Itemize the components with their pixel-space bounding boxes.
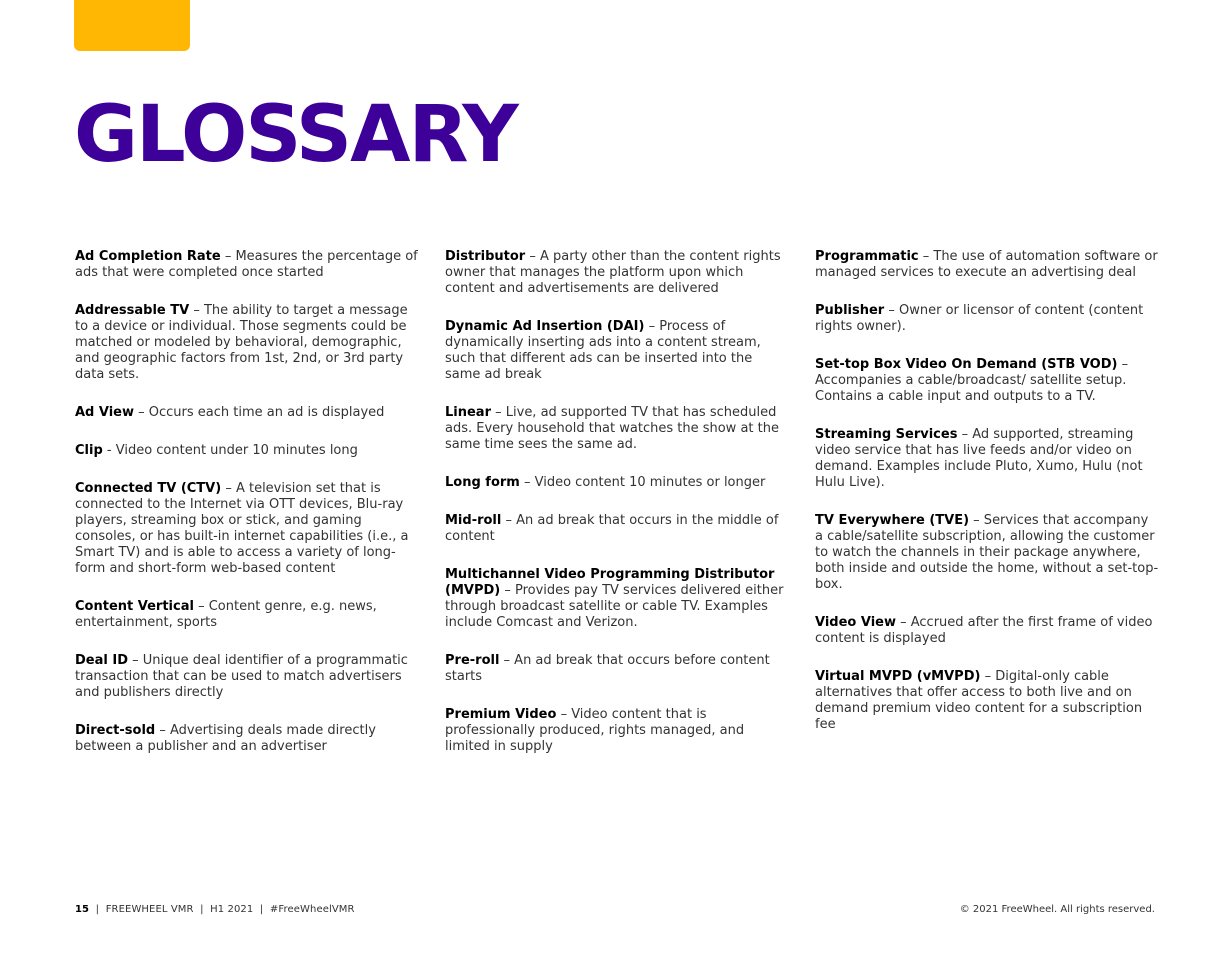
glossary-term: Mid-roll — [445, 513, 502, 528]
glossary-definition: – Live, ad supported TV that has scheduled ads. Every household that watches the show at the same time sees the same ad. — [445, 405, 779, 452]
glossary-term: Ad Completion Rate — [75, 249, 221, 264]
glossary-term: Addressable TV — [75, 303, 190, 318]
glossary-entry — [815, 303, 1160, 335]
glossary-entry — [75, 599, 420, 631]
glossary-definition: – Owner or licensor of content (content rights owner). — [815, 303, 1144, 334]
glossary-term: Content Vertical — [75, 599, 194, 614]
glossary-entry — [815, 427, 1160, 491]
glossary-entry — [445, 319, 790, 383]
glossary-term: Dynamic Ad Insertion (DAI) — [445, 319, 645, 334]
glossary-entry — [75, 249, 420, 281]
glossary-term: Connected TV (CTV) — [75, 481, 222, 496]
glossary-term: Deal ID — [75, 653, 128, 668]
glossary-entry — [75, 723, 420, 755]
glossary-entry — [75, 481, 420, 577]
glossary-entry — [445, 249, 790, 297]
glossary-term: Video View — [815, 615, 896, 630]
glossary-definition: – Video content 10 minutes or longer — [519, 475, 766, 490]
glossary-entry — [445, 567, 790, 631]
glossary-term: Direct-sold — [75, 723, 156, 738]
glossary-entry — [815, 249, 1160, 281]
glossary-term: Publisher — [815, 303, 885, 318]
glossary-definition: – Occurs each time an ad is displayed — [134, 405, 385, 420]
accent-tab — [74, 0, 190, 51]
glossary-term: Streaming Services — [815, 427, 958, 442]
glossary-term: Set-top Box Video On Demand (STB VOD) — [815, 357, 1118, 372]
glossary-definition: – Measures the percentage of ads that were completed once started — [75, 249, 418, 280]
glossary-definition: – Unique deal identifier of a programmatic transaction that can be used to match advertisers and publishers directly — [75, 653, 408, 700]
glossary-entry — [815, 513, 1160, 593]
footer-left — [75, 904, 355, 915]
glossary-definition: – A television set that is connected to the Internet via OTT devices, Blu-ray players, streaming box or stick, and gaming consoles, or has built-in internet capabilities (i.e., a Smart TV) and is able to access a variety of long-form and short-form web-based content — [75, 481, 409, 576]
glossary-entry — [445, 653, 790, 685]
copyright: © 2021 FreeWheel. All rights reserved. — [959, 904, 1155, 915]
glossary-entry — [75, 443, 420, 459]
glossary-definition: – An ad break that occurs in the middle of content — [445, 513, 779, 544]
glossary-term: Pre-roll — [445, 653, 500, 668]
glossary-definition: – Accrued after the first frame of video content is displayed — [815, 615, 1153, 646]
glossary-entry — [445, 707, 790, 755]
glossary-definition: - Video content under 10 minutes long — [102, 443, 358, 458]
glossary-definition: – Ad supported, streaming video service that has live feeds and/or video on demand. Examples include Pluto, Xumo, Hulu (not Hulu Live). — [815, 427, 1143, 490]
glossary-term: Long form — [445, 475, 520, 490]
glossary-entry — [815, 669, 1160, 733]
glossary-term: Premium Video — [445, 707, 557, 722]
glossary-entry — [75, 303, 420, 383]
glossary-term: Multichannel Video Programming Distributor (MVPD) — [445, 567, 775, 598]
glossary-term: Programmatic — [815, 249, 919, 264]
glossary-column-3 — [815, 249, 1160, 755]
glossary-definition: – Services that accompany a cable/satellite subscription, allowing the customer to watch the channels in their package anywhere, both inside and outside the home, without a set-top-box. — [815, 513, 1159, 592]
glossary-term: Linear — [445, 405, 491, 420]
glossary-term: Clip — [75, 443, 103, 458]
glossary-definition: – Advertising deals made directly between a publisher and an advertiser — [75, 723, 376, 754]
glossary-definition: – A party other than the content rights owner that manages the platform upon which content and advertisements are delivered — [445, 249, 781, 296]
page-number: 15 — [75, 904, 90, 915]
glossary-definition: – Digital-only cable alternatives that offer access to both live and on demand premium video content for a subscription fee — [815, 669, 1143, 732]
page-title: GLOSSARY — [74, 90, 517, 180]
glossary-definition: – Content genre, e.g. news, entertainment, sports — [75, 599, 377, 630]
glossary-entry — [815, 357, 1160, 405]
glossary-entry — [445, 513, 790, 545]
glossary-column-2 — [445, 249, 790, 777]
footer-text: | FREEWHEEL VMR | H1 2021 | #FreeWheelVMR — [89, 904, 355, 915]
glossary-definition: – The ability to target a message to a device or individual. Those segments could be matched or modeled by behavioral, demographic, and geographic factors from 1st, 2nd, or 3rd party data sets. — [75, 303, 408, 382]
glossary-entry — [75, 405, 420, 421]
glossary-term: Distributor — [445, 249, 526, 264]
glossary-definition: – Accompanies a cable/broadcast/ satellite setup. Contains a cable input and outputs to a TV. — [815, 357, 1129, 404]
glossary-term: Virtual MVPD (vMVPD) — [815, 669, 981, 684]
glossary-definition: – The use of automation software or managed services to execute an advertising deal — [815, 249, 1158, 280]
glossary-column-1 — [75, 249, 420, 777]
glossary-definition: – Process of dynamically inserting ads into a content stream, such that different ads can be inserted into the same ad break — [445, 319, 761, 382]
glossary-entry — [75, 653, 420, 701]
glossary-entry — [445, 405, 790, 453]
glossary-definition: – Video content that is professionally produced, rights managed, and limited in supply — [445, 707, 745, 754]
glossary-definition: – An ad break that occurs before content starts — [445, 653, 770, 684]
glossary-term: Ad View — [75, 405, 135, 420]
glossary-definition: – Provides pay TV services delivered either through broadcast satellite or cable TV. Examples include Comcast and Verizon. — [445, 583, 784, 630]
glossary-entry — [445, 475, 790, 491]
glossary-term: TV Everywhere (TVE) — [815, 513, 970, 528]
glossary-entry — [815, 615, 1160, 647]
